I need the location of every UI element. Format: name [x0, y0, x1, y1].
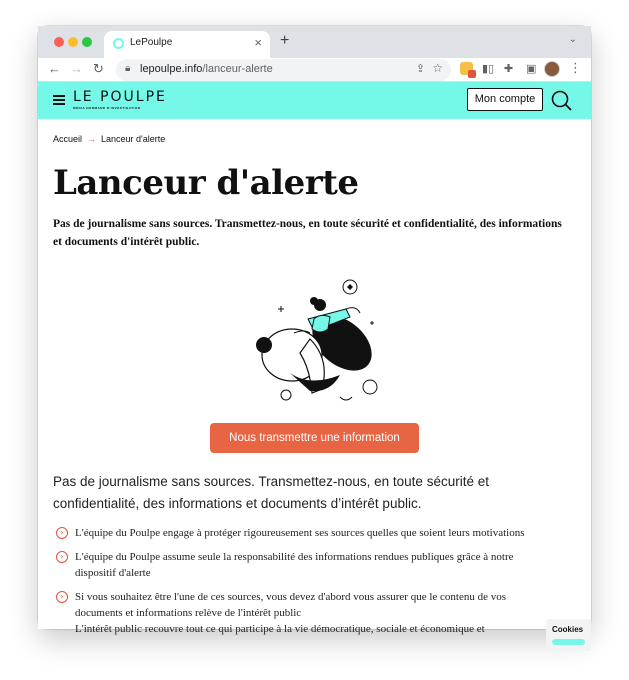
extensions-puzzle-icon[interactable]: ✚ [504, 63, 514, 75]
chevron-right-icon: › [56, 551, 68, 563]
close-tab-icon[interactable]: × [254, 35, 262, 50]
breadcrumb [53, 134, 165, 144]
cookies-toggle[interactable] [552, 639, 585, 645]
bookmark-star-icon[interactable]: ☆ [432, 61, 443, 75]
list-item [53, 549, 553, 581]
commitments-list [53, 525, 553, 645]
cookies-widget[interactable] [546, 619, 591, 651]
lead-paragraph: Pas de journalisme sans sources. Transmettez-nous, en toute sécurité et confidentialité, des informations et documents d'intérêt public. [53, 218, 562, 248]
list-item-text: L'équipe du Poulpe assume seule la responsabilité des informations rendues publiques grâce à notre dispositif d'alerte [75, 551, 514, 579]
list-item-extra-text: L'intérêt public recouvre tout ce qui participe à la vie démocratique, sociale et économique et [75, 623, 485, 635]
site-logo[interactable] [73, 89, 167, 110]
hamburger-menu-icon[interactable] [53, 95, 65, 105]
page-title: Lanceur d'alerte [53, 163, 359, 203]
submit-information-button[interactable]: Nous transmettre une information [210, 423, 419, 453]
maximize-window-button[interactable] [82, 37, 92, 47]
logo-tagline: MÉDIA NORMAND D'INVESTIGATION [73, 106, 141, 110]
forward-icon[interactable]: → [70, 61, 83, 76]
url-path: /lanceur-alerte [202, 63, 273, 75]
intro-paragraph: Pas de journalisme sans sources. Transmettez-nous, en toute sécurité et confidentialité, des informations et documents d’intérêt public. [53, 474, 489, 511]
extension-icon[interactable] [460, 62, 473, 75]
list-item-text: L'équipe du Poulpe engage à protéger rigoureusement ses sources quelles que soient leurs motivations [75, 527, 525, 539]
url-text[interactable] [140, 63, 273, 75]
close-window-button[interactable] [54, 37, 64, 47]
browser-toolbar [38, 58, 591, 82]
chevron-right-icon: › [56, 527, 68, 539]
new-tab-button[interactable]: + [280, 32, 290, 49]
account-button[interactable]: Mon compte [467, 88, 543, 111]
side-panel-icon[interactable]: ▣ [526, 63, 537, 75]
extension-badge [468, 70, 476, 78]
breadcrumb-home[interactable]: Accueil [53, 134, 83, 144]
list-item-text: Si vous souhaitez être l'une de ces sources, vous devez d'abord vous assurer que le contenu de vos documents et informations relève de l'intérêt public [75, 591, 507, 619]
browser-menu-icon[interactable]: ⋮ [569, 60, 582, 75]
site-header [38, 82, 591, 119]
reload-icon[interactable]: ↻ [93, 61, 104, 76]
cookies-label: Cookies [552, 625, 584, 634]
list-item [53, 525, 553, 541]
browser-tab[interactable] [104, 31, 270, 58]
tab-list-icon[interactable]: ⌄ [568, 34, 577, 45]
breadcrumb-arrow-icon: → [87, 134, 97, 144]
share-icon[interactable]: ⇪ [415, 63, 425, 75]
minimize-window-button[interactable] [68, 37, 78, 47]
breadcrumb-current: Lanceur d'alerte [101, 134, 166, 144]
extension-bars-icon[interactable]: ▮▯ [482, 63, 495, 75]
address-bar[interactable] [116, 59, 451, 81]
back-icon[interactable]: ← [48, 61, 61, 76]
url-domain: lepoulpe.info [140, 63, 203, 75]
search-icon[interactable] [551, 90, 573, 112]
favicon-icon [113, 38, 124, 49]
lock-icon[interactable]: 🔒︎ [125, 63, 131, 74]
browser-titlebar [38, 26, 591, 58]
browser-window [38, 26, 591, 635]
whistleblower-illustration [250, 279, 390, 413]
chevron-right-icon: › [56, 591, 68, 603]
list-item [53, 589, 553, 637]
profile-avatar[interactable] [544, 61, 560, 77]
page-content [38, 119, 591, 635]
logo-text: LE POULPE [73, 89, 167, 105]
tab-title: LePoulpe [130, 37, 173, 48]
